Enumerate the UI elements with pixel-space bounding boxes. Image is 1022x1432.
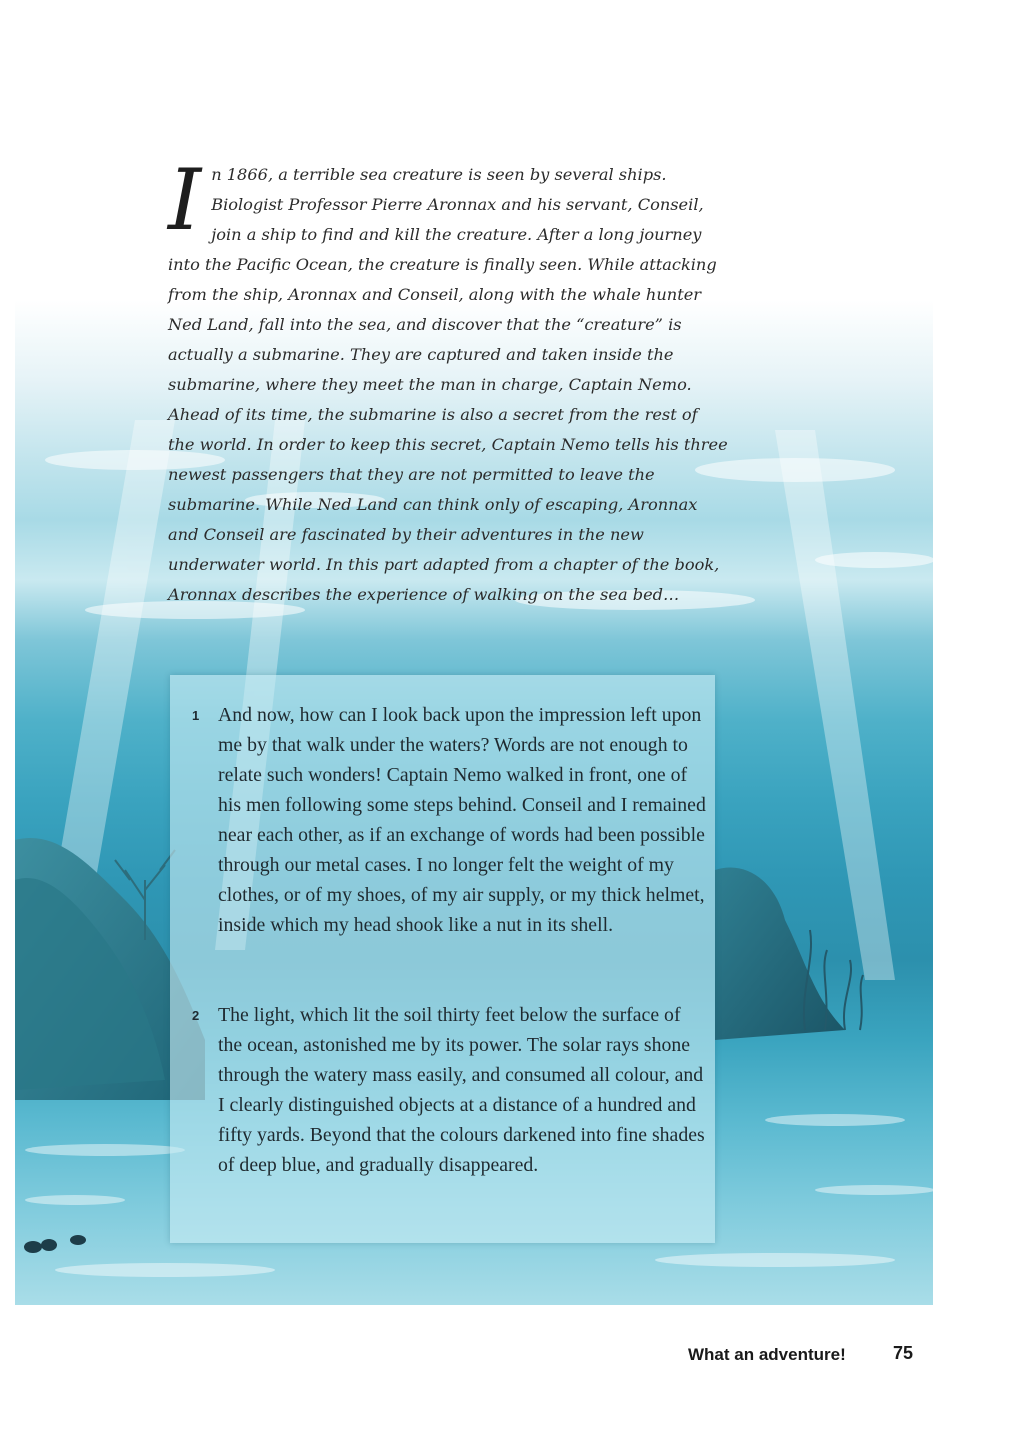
footer-chapter-title: What an adventure! [688,1345,846,1364]
drop-cap: I [168,151,202,249]
paragraph-number: 2 [192,1008,200,1023]
paragraph-number: 1 [192,708,200,723]
intro-paragraph [168,151,728,610]
story-paragraph: And now, how can I look back upon the impression left upon me by that walk under the waters? Words are not enough to relate such wonders! Captain Nemo walked in front, one of his men following some steps behind. Conseil and I remained near each other, as if an exchange of words had been possible through our metal cases. I no longer felt the weight of my clothes, or of my shoes, of my air supply, or my thick helmet, inside which my head shook like a nut in its shell. [218,704,706,936]
page-number: 75 [893,1343,914,1363]
pebbles [24,1235,86,1253]
story-text-panel [170,675,715,1243]
story-paragraph: The light, which lit the soil thirty feet below the surface of the ocean, astonished me by its power. The solar rays shone through the watery mass easily, and consumed all colour, and I clearly distinguished objects at a distance of a hundred and fifty yards. Beyond that the colours darkened into fine shades of deep blue, and gradually disappeared. [218,1004,705,1176]
intro-text: n 1866, a terrible sea creature is seen by several ships. Biologist Professor Pierre Aronnax and his servant, Conseil, join a ship to find and kill the creature. After a long journey into the Pacific Ocean, the creature is finally seen. While attacking from the ship, Aronnax and Conseil, along with the whale hunter Ned Land, fall into the sea, and discover that the “creature” is actually a submarine. They are captured and taken inside the submarine, where they meet the man in charge, Captain Nemo. Ahead of its time, the submarine is also a secret from the rest of the world. In order to keep this secret, Captain Nemo tells his three newest passengers that they are not permitted to leave the submarine. While Ned Land can think only of escaping, Aronnax and Conseil are fascinated by their adventures in the new underwater world. In this part adapted from a chapter of the book, Aronnax describes the experience of walking on the sea bed… [168,165,728,604]
